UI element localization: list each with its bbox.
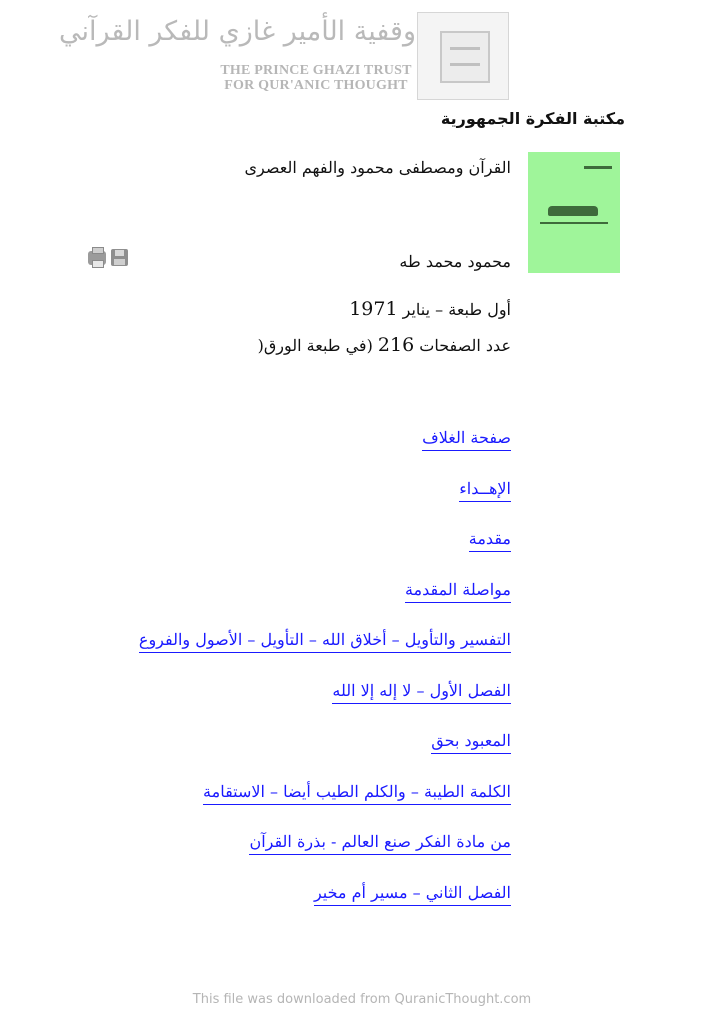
cover-subtitle-mark <box>540 222 608 224</box>
edition-label: أول طبعة – يناير <box>402 300 511 319</box>
toc-item <box>51 580 511 631</box>
toc-item <box>51 529 511 580</box>
action-icons <box>88 248 132 268</box>
toc-link-dedication[interactable]: الإهــداء <box>459 479 511 502</box>
pages-line <box>258 334 511 356</box>
toc-item <box>51 428 511 479</box>
logo-seal-icon <box>417 12 509 100</box>
toc-item <box>51 479 511 530</box>
toc-link-interpretation[interactable]: التفسير والتأويل – أخلاق الله – التأويل – الأصول والفروع <box>139 630 511 653</box>
toc-item <box>51 731 511 782</box>
cover-heading-mark <box>584 166 612 169</box>
site-logo <box>59 10 510 100</box>
save-icon[interactable] <box>111 249 128 266</box>
logo-english-line2: FOR QUR'ANIC THOUGHT <box>224 78 408 93</box>
logo-text <box>59 10 416 100</box>
toc-link-chapter-one[interactable]: الفصل الأول – لا إله إلا الله <box>332 681 511 704</box>
toc-link-chapter-two[interactable]: الفصل الثاني – مسير أم مخير <box>314 883 511 906</box>
pages-count: 216 <box>377 334 415 356</box>
footer-note: This file was downloaded from QuranicThought.com <box>192 992 532 1007</box>
logo-arabic-text: وقفية الأمير غازي للفكر القرآني <box>59 16 416 47</box>
toc-item <box>51 782 511 833</box>
table-of-contents <box>51 428 511 933</box>
edition-line <box>349 298 511 320</box>
pages-note: (في طبعة الورق( <box>257 336 373 355</box>
toc-link-thought-matter[interactable]: من مادة الفكر صنع العالم - بذرة القرآن <box>249 832 511 855</box>
toc-link-introduction-continued[interactable]: مواصلة المقدمة <box>405 580 511 603</box>
pages-label: عدد الصفحات <box>419 336 511 355</box>
toc-item <box>51 681 511 732</box>
cover-title-mark <box>548 206 598 216</box>
toc-link-cover[interactable]: صفحة الغلاف <box>422 428 511 451</box>
toc-link-introduction[interactable]: مقدمة <box>469 529 511 552</box>
toc-item <box>51 832 511 883</box>
seal-emblem <box>440 31 490 83</box>
book-author: محمود محمد طه <box>399 252 511 271</box>
printer-icon[interactable] <box>88 251 106 265</box>
book-cover-image <box>528 152 620 273</box>
library-title: مكتبة الفكرة الجمهورية <box>440 109 625 128</box>
book-title: القرآن ومصطفى محمود والفهم العصرى <box>244 158 511 177</box>
toc-link-true-worshipped[interactable]: المعبود بحق <box>431 731 511 754</box>
toc-link-good-word[interactable]: الكلمة الطيبة – والكلم الطيب أيضا – الاستقامة <box>203 782 511 805</box>
logo-english-line1: THE PRINCE GHAZI TRUST <box>220 63 412 78</box>
edition-year: 1971 <box>349 298 398 320</box>
toc-item <box>51 883 511 934</box>
toc-item <box>51 630 511 681</box>
